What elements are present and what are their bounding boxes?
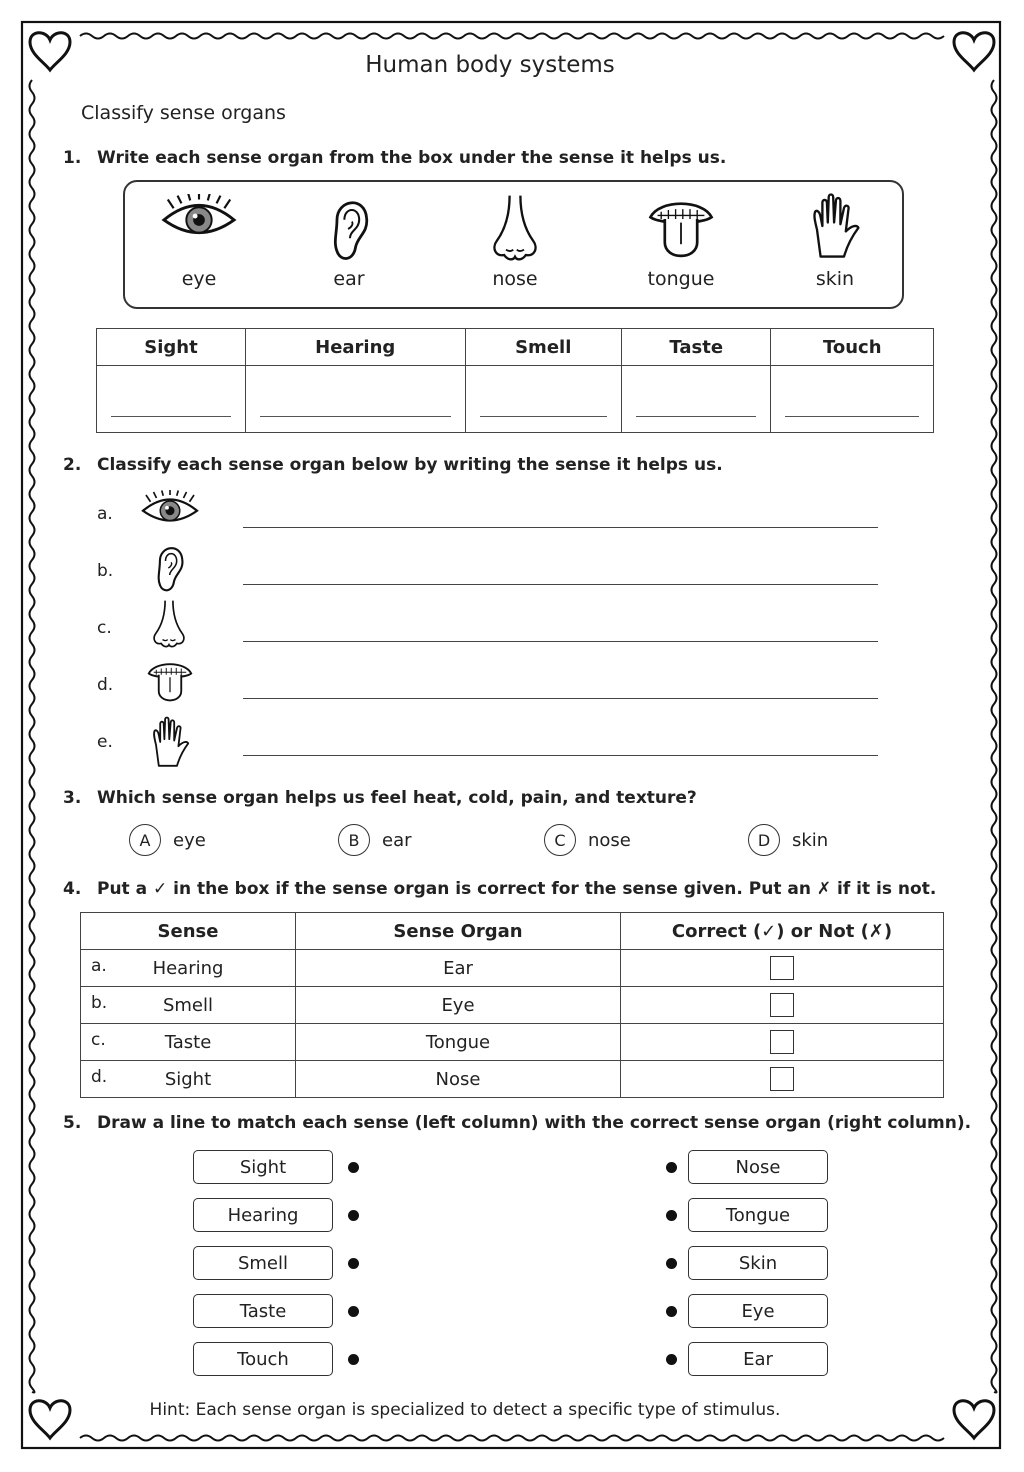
match-left-touch[interactable]: Touch: [193, 1342, 333, 1376]
question-3: 3. Which sense organ helps us feel heat, cold, pain, and texture?: [63, 788, 697, 808]
question-5-text: Draw a line to match each sense (left column) with the correct sense organ (right column).: [97, 1113, 972, 1133]
nose-icon: [147, 598, 191, 650]
organ-eye: eye: [139, 182, 259, 244]
table-row: a. Hearing Ear: [81, 950, 944, 987]
match-dot[interactable]: [348, 1306, 359, 1317]
question-3-text: Which sense organ helps us feel heat, cold, pain, and texture?: [97, 788, 697, 808]
answer-cell[interactable]: [97, 366, 246, 433]
match-left-sight[interactable]: Sight: [193, 1150, 333, 1184]
match-left-taste[interactable]: Taste: [193, 1294, 333, 1328]
match-dot[interactable]: [348, 1162, 359, 1173]
answer-checkbox[interactable]: [770, 993, 794, 1017]
answer-cell[interactable]: [465, 366, 621, 433]
ear-icon: [150, 540, 188, 596]
page-title: Human body systems: [365, 52, 615, 78]
option-a[interactable]: A eye: [129, 824, 206, 856]
hand-icon: [807, 190, 863, 262]
organ-skin: skin: [775, 182, 895, 262]
eye-icon: [160, 194, 238, 244]
table-row: d. Sight Nose: [81, 1061, 944, 1098]
check-table: [80, 912, 944, 1098]
hint-text: Hint: Each sense organ is specialized to detect a specific type of stimulus.: [149, 1400, 781, 1420]
match-left-hearing[interactable]: Hearing: [193, 1198, 333, 1232]
table-row: b. Smell Eye: [81, 987, 944, 1024]
answer-checkbox[interactable]: [770, 1067, 794, 1091]
heart-icon: [954, 1401, 994, 1438]
question-4-text: Put a ✓ in the box if the sense organ is correct for the sense given. Put an ✗ if it is not.: [97, 879, 937, 899]
tongue-icon: [145, 654, 195, 708]
organ-nose: nose: [455, 182, 575, 264]
item-letter: c.: [97, 618, 112, 638]
question-2-text: Classify each sense organ below by writing the sense it helps us.: [97, 455, 723, 475]
match-dot[interactable]: [666, 1258, 677, 1269]
ear-icon: [324, 192, 374, 266]
option-d[interactable]: D skin: [748, 824, 828, 856]
match-dot[interactable]: [666, 1162, 677, 1173]
organ-ear: ear: [289, 182, 409, 266]
organ-tongue: tongue: [621, 182, 741, 264]
match-dot[interactable]: [348, 1210, 359, 1221]
match-dot[interactable]: [666, 1210, 677, 1221]
answer-line[interactable]: [243, 527, 878, 528]
item-letter: d.: [97, 675, 114, 695]
hand-icon: [148, 714, 192, 770]
sense-header: Touch: [771, 329, 934, 366]
question-5: 5. Draw a line to match each sense (left column) with the correct sense organ (right column).: [63, 1113, 972, 1133]
item-letter: a.: [97, 504, 113, 524]
answer-checkbox[interactable]: [770, 956, 794, 980]
sense-header: Sight: [97, 329, 246, 366]
answer-line[interactable]: [243, 755, 878, 756]
option-b[interactable]: B ear: [338, 824, 412, 856]
page-subtitle: Classify sense organs: [81, 102, 286, 124]
table-row: c. Taste Tongue: [81, 1024, 944, 1061]
option-c[interactable]: C nose: [544, 824, 631, 856]
match-right-eye[interactable]: Eye: [688, 1294, 828, 1328]
answer-line[interactable]: [243, 698, 878, 699]
answer-cell[interactable]: [621, 366, 771, 433]
question-2: 2. Classify each sense organ below by writing the sense it helps us.: [63, 455, 723, 475]
item-letter: e.: [97, 732, 113, 752]
answer-line[interactable]: [243, 641, 878, 642]
question-4: 4. Put a ✓ in the box if the sense organ is correct for the sense given. Put an ✗ if it is not.: [63, 879, 937, 899]
sense-header: Hearing: [245, 329, 465, 366]
tongue-icon: [645, 192, 717, 264]
item-letter: b.: [97, 561, 114, 581]
sense-header: Taste: [621, 329, 771, 366]
match-dot[interactable]: [348, 1354, 359, 1365]
match-dot[interactable]: [666, 1306, 677, 1317]
match-right-nose[interactable]: Nose: [688, 1150, 828, 1184]
answer-checkbox[interactable]: [770, 1030, 794, 1054]
answer-line[interactable]: [243, 584, 878, 585]
column-header: Sense Organ: [296, 913, 621, 950]
eye-icon: [140, 490, 200, 530]
column-header: Correct (✓) or Not (✗): [621, 913, 944, 950]
question-1-text: Write each sense organ from the box under the sense it helps us.: [97, 148, 727, 168]
sense-table: [96, 328, 934, 433]
answer-cell[interactable]: [771, 366, 934, 433]
match-left-smell[interactable]: Smell: [193, 1246, 333, 1280]
match-dot[interactable]: [666, 1354, 677, 1365]
column-header: Sense: [81, 913, 296, 950]
match-right-ear[interactable]: Ear: [688, 1342, 828, 1376]
answer-cell[interactable]: [245, 366, 465, 433]
sense-header: Smell: [465, 329, 621, 366]
question-1: 1. Write each sense organ from the box under the sense it helps us.: [63, 148, 727, 168]
nose-icon: [487, 192, 543, 264]
organ-word-box: [123, 180, 904, 309]
match-right-skin[interactable]: Skin: [688, 1246, 828, 1280]
match-dot[interactable]: [348, 1258, 359, 1269]
match-right-tongue[interactable]: Tongue: [688, 1198, 828, 1232]
